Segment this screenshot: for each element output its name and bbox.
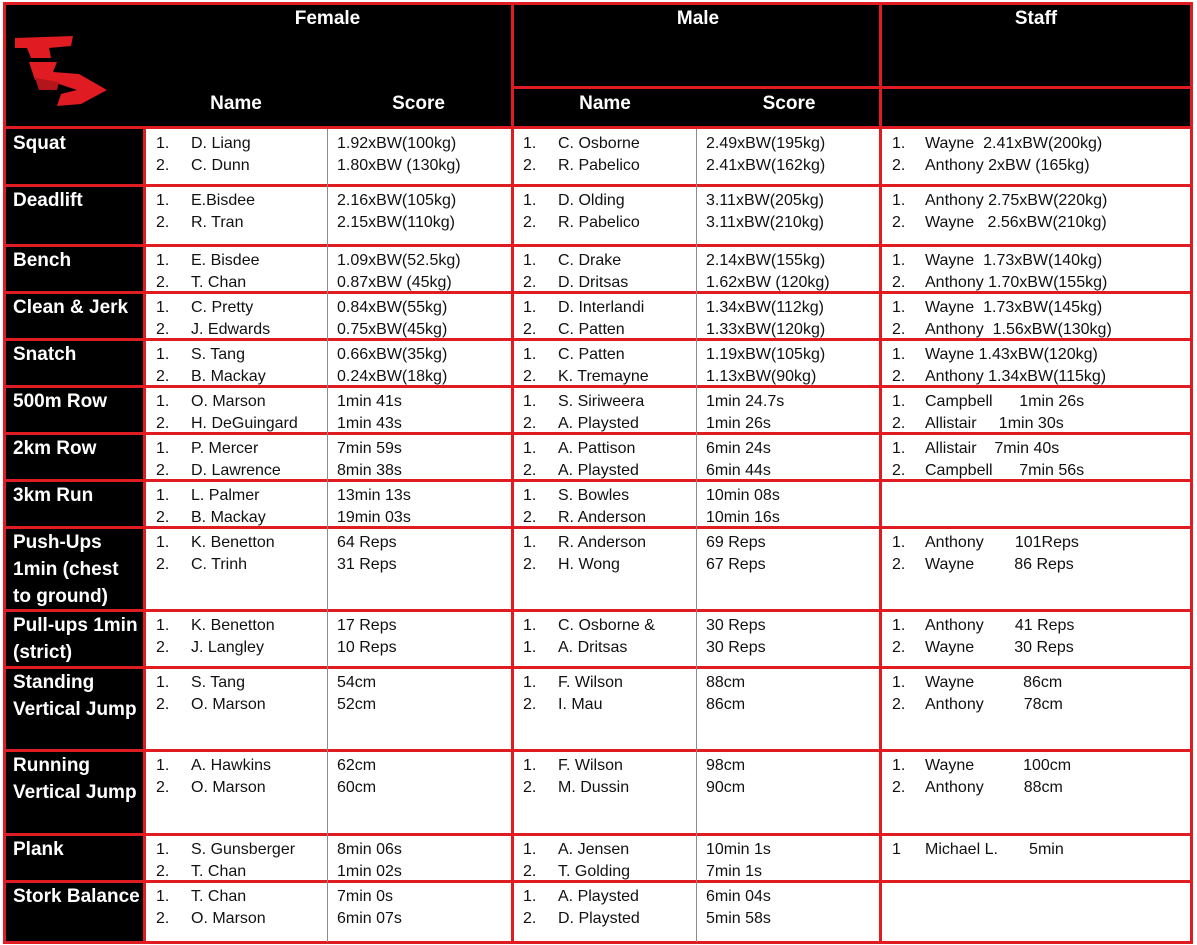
female-rank-number: 2. (156, 910, 170, 927)
female-score: 1min 43s (337, 415, 402, 432)
male-athlete-name: K. Tremayne (558, 368, 649, 385)
staff-entry: Wayne 30 Reps (925, 639, 1074, 656)
male-score: 2.49xBW(195kg) (706, 135, 826, 152)
staff-rank-number: 2. (892, 779, 906, 796)
male-athlete-name: D. Playsted (558, 910, 640, 927)
staff-entry: Anthony 1.70xBW(155kg) (925, 274, 1108, 291)
female-rank-number: 1. (156, 617, 170, 634)
male-score: 1.34xBW(112kg) (706, 299, 824, 316)
female-score: 1.09xBW(52.5kg) (337, 252, 461, 269)
leaderboard-table (3, 2, 1193, 942)
male-rank-number: 1. (523, 888, 537, 905)
male-rank-number: 2. (523, 863, 537, 880)
category-label: Squat (13, 133, 66, 154)
male-rank-number: 1. (523, 841, 537, 858)
female-score: 8min 38s (337, 462, 402, 479)
female-rank-number: 1. (156, 534, 170, 551)
category-label: 2km Row (13, 438, 97, 459)
category-label: Stork Balance (13, 886, 140, 907)
male-rank-number: 1. (523, 487, 537, 504)
staff-entry: Anthony 1.56xBW(130kg) (925, 321, 1112, 338)
male-rank-number: 1. (523, 757, 537, 774)
female-score: 0.75xBW(45kg) (337, 321, 448, 338)
female-athlete-name: O. Marson (191, 910, 266, 927)
female-athlete-name: S. Tang (191, 674, 245, 691)
male-rank-number: 2. (523, 157, 537, 174)
male-score: 88cm (706, 674, 746, 691)
female-score: 52cm (337, 696, 377, 713)
male-athlete-name: C. Drake (558, 252, 622, 269)
male-score: 69 Reps (706, 534, 766, 551)
staff-rank-number: 1. (892, 534, 906, 551)
female-athlete-name: T. Chan (191, 888, 247, 905)
group-header-staff: Staff (1014, 8, 1058, 29)
male-rank-number: 2. (523, 462, 537, 479)
female-athlete-name: S. Tang (191, 346, 245, 363)
female-rank-number: 2. (156, 696, 170, 713)
male-rank-number: 1. (523, 135, 537, 152)
male-athlete-name: T. Golding (558, 863, 631, 880)
female-rank-number: 1. (156, 888, 170, 905)
male-rank-number: 2. (523, 910, 537, 927)
female-athlete-name: C. Pretty (191, 299, 254, 316)
male-athlete-name: R. Pabelico (558, 214, 640, 231)
female-rank-number: 1. (156, 299, 170, 316)
male-athlete-name: A. Dritsas (558, 639, 628, 656)
male-score: 6min 24s (706, 440, 771, 457)
male-athlete-name: D. Olding (558, 192, 625, 209)
female-score: 2.16xBW(105kg) (337, 192, 457, 209)
female-score: 10 Reps (337, 639, 397, 656)
female-athlete-name: O. Marson (191, 393, 266, 410)
female-athlete-name: O. Marson (191, 779, 266, 796)
male-rank-number: 2. (523, 509, 537, 526)
female-rank-number: 2. (156, 415, 170, 432)
female-athlete-name: T. Chan (191, 274, 247, 291)
female-score: 7min 0s (337, 888, 394, 905)
female-rank-number: 2. (156, 321, 170, 338)
female-athlete-name: S. Gunsberger (191, 841, 296, 858)
male-athlete-name: A. Pattison (558, 440, 636, 457)
staff-entry: Allistair 1min 30s (925, 415, 1064, 432)
male-score: 30 Reps (706, 617, 766, 634)
male-score: 67 Reps (706, 556, 766, 573)
female-athlete-name: C. Trinh (191, 556, 248, 573)
staff-rank-number: 2. (892, 157, 906, 174)
male-athlete-name: C. Osborne & (558, 617, 655, 634)
female-rank-number: 1. (156, 487, 170, 504)
header-bottom-border (3, 126, 1193, 129)
female-score: 1.80xBW (130kg) (337, 157, 461, 174)
female-rank-number: 1. (156, 135, 170, 152)
female-score: 8min 06s (337, 841, 402, 858)
staff-entry: Campbell 7min 56s (925, 462, 1085, 479)
female-rank-number: 1. (156, 346, 170, 363)
female-score: 0.66xBW(35kg) (337, 346, 448, 363)
male-rank-number: 1. (523, 440, 537, 457)
male-athlete-name: S. Siriweera (558, 393, 645, 410)
staff-rank-number: 1. (892, 393, 906, 410)
female-athlete-name: D. Lawrence (191, 462, 281, 479)
staff-entry: Allistair 7min 40s (925, 440, 1060, 457)
male-rank-number: 1. (523, 534, 537, 551)
female-rank-number: 1. (156, 674, 170, 691)
female-rank-number: 2. (156, 157, 170, 174)
staff-entry: Anthony 2.75xBW(220kg) (925, 192, 1108, 209)
staff-rank-number: 2. (892, 274, 906, 291)
staff-rank-number: 1. (892, 299, 906, 316)
male-score: 30 Reps (706, 639, 766, 656)
female-score: 0.24xBW(18kg) (337, 368, 448, 385)
female-score: 1min 41s (337, 393, 402, 410)
category-label: 500m Row (13, 391, 107, 412)
male-score: 10min 1s (706, 841, 771, 858)
male-score: 3.11xBW(210kg) (706, 214, 824, 231)
male-rank-number: 2. (523, 274, 537, 291)
male-score: 10min 16s (706, 509, 780, 526)
male-score: 1.62xBW (120kg) (706, 274, 830, 291)
male-athlete-name: A. Playsted (558, 888, 639, 905)
male-score-header: Score (762, 93, 816, 114)
male-score: 1.13xBW(90kg) (706, 368, 817, 385)
female-athlete-name: C. Dunn (191, 157, 250, 174)
female-male-divider (511, 2, 514, 942)
female-athlete-name: D. Liang (191, 135, 251, 152)
female-score: 7min 59s (337, 440, 402, 457)
female-rank-number: 2. (156, 779, 170, 796)
male-rank-number: 2. (523, 368, 537, 385)
male-rank-number: 1. (523, 252, 537, 269)
female-score: 64 Reps (337, 534, 397, 551)
female-athlete-name: K. Benetton (191, 617, 275, 634)
male-rank-number: 1. (523, 639, 537, 656)
female-athlete-name: J. Langley (191, 639, 264, 656)
category-label: Running Vertical Jump (13, 755, 137, 803)
female-rank-number: 2. (156, 214, 170, 231)
male-athlete-name: M. Dussin (558, 779, 630, 796)
staff-entry: Anthony 41 Reps (925, 617, 1075, 634)
staff-entry: Anthony 1.34xBW(115kg) (925, 368, 1107, 385)
staff-rank-number: 2. (892, 415, 906, 432)
male-score: 1.19xBW(105kg) (706, 346, 826, 363)
female-name-header: Name (210, 93, 262, 114)
staff-rank-number: 2. (892, 321, 906, 338)
male-athlete-name: H. Wong (558, 556, 620, 573)
male-athlete-name: I. Mau (558, 696, 603, 713)
staff-rank-number: 1. (892, 192, 906, 209)
female-score: 17 Reps (337, 617, 397, 634)
staff-entry: Wayne 86 Reps (925, 556, 1074, 573)
male-athlete-name: A. Playsted (558, 462, 639, 479)
female-score-divider (327, 128, 328, 942)
female-athlete-name: B. Mackay (191, 509, 266, 526)
border-top (3, 2, 1193, 5)
female-rank-number: 1. (156, 841, 170, 858)
staff-rank-number: 2. (892, 462, 906, 479)
female-score: 13min 13s (337, 487, 411, 504)
female-athlete-name: R. Tran (191, 214, 244, 231)
category-label: Standing Vertical Jump (13, 672, 137, 720)
female-rank-number: 2. (156, 368, 170, 385)
female-rank-number: 2. (156, 274, 170, 291)
female-score: 2.15xBW(110kg) (337, 214, 455, 231)
male-score: 6min 04s (706, 888, 771, 905)
staff-entry: Wayne 86cm (925, 674, 1063, 691)
male-rank-number: 1. (523, 393, 537, 410)
male-name-header: Name (579, 93, 631, 114)
female-athlete-name: B. Mackay (191, 368, 266, 385)
male-rank-number: 2. (523, 321, 537, 338)
male-athlete-name: A. Playsted (558, 415, 639, 432)
female-score: 1min 02s (337, 863, 402, 880)
staff-entry: Anthony 78cm (925, 696, 1063, 713)
male-athlete-name: S. Bowles (558, 487, 630, 504)
male-athlete-name: C. Osborne (558, 135, 640, 152)
male-rank-number: 1. (523, 617, 537, 634)
female-rank-number: 2. (156, 462, 170, 479)
female-athlete-name: T. Chan (191, 863, 247, 880)
female-score: 0.84xBW(55kg) (337, 299, 448, 316)
female-athlete-name: P. Mercer (191, 440, 259, 457)
female-athlete-name: E.Bisdee (191, 192, 256, 209)
female-athlete-name: J. Edwards (191, 321, 271, 338)
group-header-male: Male (676, 8, 720, 29)
male-athlete-name: C. Patten (558, 321, 625, 338)
female-rank-number: 2. (156, 639, 170, 656)
female-athlete-name: H. DeGuingard (191, 415, 298, 432)
staff-entry: Wayne 2.41xBW(200kg) (925, 135, 1103, 152)
male-athlete-name: F. Wilson (558, 757, 623, 774)
male-athlete-name: C. Patten (558, 346, 625, 363)
border-left (3, 2, 6, 942)
male-athlete-name: R. Anderson (558, 509, 647, 526)
border-right (1190, 2, 1193, 942)
category-label: Push-Ups 1min (chest to ground) (13, 532, 119, 607)
category-label: Snatch (13, 344, 77, 365)
male-score: 7min 1s (706, 863, 763, 880)
female-athlete-name: O. Marson (191, 696, 266, 713)
female-score: 31 Reps (337, 556, 397, 573)
staff-entry: Wayne 2.56xBW(210kg) (925, 214, 1107, 231)
staff-entry: Wayne 1.73xBW(145kg) (925, 299, 1103, 316)
male-athlete-name: R. Pabelico (558, 157, 640, 174)
female-score: 6min 07s (337, 910, 402, 927)
staff-rank-number: 1. (892, 617, 906, 634)
staff-entry: Anthony 101Reps (925, 534, 1079, 551)
male-rank-number: 2. (523, 779, 537, 796)
male-rank-number: 2. (523, 696, 537, 713)
male-athlete-name: D. Interlandi (558, 299, 645, 316)
male-rank-number: 1. (523, 674, 537, 691)
staff-entry: Wayne 1.43xBW(120kg) (925, 346, 1098, 363)
staff-rank-number: 1. (892, 135, 906, 152)
male-score: 1min 26s (706, 415, 771, 432)
male-score: 86cm (706, 696, 746, 713)
male-rank-number: 1. (523, 299, 537, 316)
male-athlete-name: A. Jensen (558, 841, 630, 858)
female-rank-number: 1. (156, 393, 170, 410)
staff-entry: Wayne 1.73xBW(140kg) (925, 252, 1103, 269)
staff-rank-number: 2. (892, 368, 906, 385)
header-subdivider (512, 86, 1193, 89)
female-score: 19min 03s (337, 509, 411, 526)
female-rank-number: 1. (156, 440, 170, 457)
male-athlete-name: R. Anderson (558, 534, 647, 551)
male-score: 2.14xBW(155kg) (706, 252, 826, 269)
row-divider (3, 941, 1193, 944)
male-rank-number: 2. (523, 556, 537, 573)
male-rank-number: 2. (523, 214, 537, 231)
female-score: 54cm (337, 674, 377, 691)
staff-entry: Michael L. 5min (925, 841, 1064, 858)
male-score: 5min 58s (706, 910, 771, 927)
staff-entry: Campbell 1min 26s (925, 393, 1085, 410)
staff-rank-number: 2. (892, 696, 906, 713)
female-score: 62cm (337, 757, 377, 774)
male-score: 1.33xBW(120kg) (706, 321, 826, 338)
category-label: Bench (13, 250, 72, 271)
staff-rank-number: 2. (892, 214, 906, 231)
staff-entry: Anthony 88cm (925, 779, 1063, 796)
staff-entry: Wayne 100cm (925, 757, 1072, 774)
staff-rank-number: 1 (892, 841, 901, 858)
female-athlete-name: L. Palmer (191, 487, 260, 504)
category-label: Deadlift (13, 190, 83, 211)
male-athlete-name: D. Dritsas (558, 274, 629, 291)
female-rank-number: 1. (156, 252, 170, 269)
staff-rank-number: 1. (892, 674, 906, 691)
staff-rank-number: 1. (892, 440, 906, 457)
male-rank-number: 1. (523, 346, 537, 363)
female-rank-number: 1. (156, 192, 170, 209)
category-label: 3km Run (13, 485, 94, 506)
female-score-header: Score (392, 93, 445, 114)
male-score-divider (696, 128, 697, 942)
female-athlete-name: K. Benetton (191, 534, 275, 551)
male-score: 10min 08s (706, 487, 780, 504)
staff-entry: Anthony 2xBW (165kg) (925, 157, 1090, 174)
male-rank-number: 1. (523, 192, 537, 209)
female-rank-number: 2. (156, 863, 170, 880)
male-score: 3.11xBW(205kg) (706, 192, 824, 209)
staff-rank-number: 1. (892, 252, 906, 269)
male-score: 90cm (706, 779, 746, 796)
male-score: 6min 44s (706, 462, 771, 479)
male-score: 1min 24.7s (706, 393, 785, 410)
staff-rank-number: 2. (892, 556, 906, 573)
female-score: 60cm (337, 779, 377, 796)
male-score: 2.41xBW(162kg) (706, 157, 826, 174)
male-athlete-name: F. Wilson (558, 674, 623, 691)
category-label: Pull-ups 1min (strict) (13, 615, 138, 663)
category-divider (143, 128, 146, 942)
female-rank-number: 1. (156, 757, 170, 774)
group-header-female: Female (294, 8, 361, 29)
female-athlete-name: E. Bisdee (191, 252, 260, 269)
staff-rank-number: 2. (892, 639, 906, 656)
male-staff-divider (879, 2, 882, 942)
staff-rank-number: 1. (892, 346, 906, 363)
male-rank-number: 2. (523, 415, 537, 432)
staff-rank-number: 1. (892, 757, 906, 774)
female-score: 0.87xBW (45kg) (337, 274, 452, 291)
female-score: 1.92xBW(100kg) (337, 135, 457, 152)
male-score: 98cm (706, 757, 746, 774)
female-athlete-name: A. Hawkins (191, 757, 272, 774)
female-rank-number: 2. (156, 556, 170, 573)
female-rank-number: 2. (156, 509, 170, 526)
red-chevron-logo-icon (9, 32, 109, 112)
category-label: Plank (13, 839, 64, 860)
category-label: Clean & Jerk (13, 297, 129, 318)
